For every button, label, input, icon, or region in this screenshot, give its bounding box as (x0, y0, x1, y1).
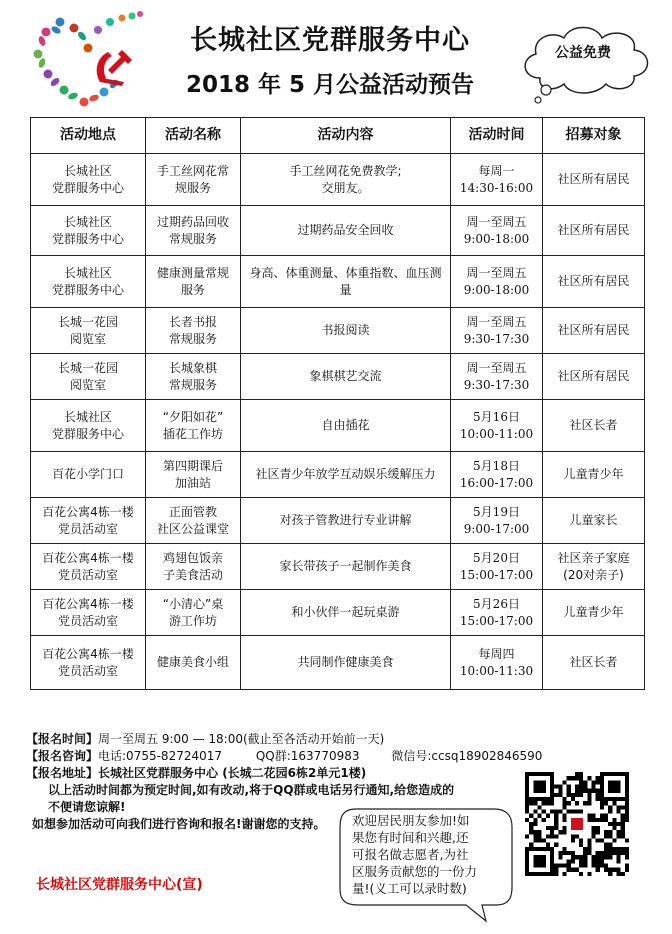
cell-line: 儿童青少年 (563, 467, 624, 481)
cell-time (451, 256, 543, 308)
cell-content (241, 354, 451, 400)
cell-line: 插花工作坊 (162, 426, 223, 441)
cell-line: 对孩子管教进行专业讲解 (279, 513, 412, 527)
cell-content (241, 308, 451, 354)
note-line-2: 不便请您谅解! (48, 800, 126, 814)
cell-location (31, 154, 146, 206)
cell-target (543, 544, 645, 590)
qq-number: 163770983 (290, 749, 360, 763)
cell-line: 社区所有居民 (557, 223, 630, 237)
cell-line: 长城社区 (63, 409, 112, 424)
cell-line: 正面管教 (168, 504, 217, 519)
reg-address: 【报名地址】长城社区党群服务中心 (长城二花园6栋2单元1楼) (26, 766, 367, 780)
cell-line: 16:00-17:00 (459, 475, 534, 490)
cell-line: 共同制作健康美食 (297, 655, 394, 669)
cell-content (241, 206, 451, 256)
cell-target (543, 154, 645, 206)
cell-name (146, 400, 241, 452)
cell-line: 自由插花 (321, 418, 370, 432)
cell-line: 党群服务中心 (51, 180, 124, 195)
cell-line: 交朋友。 (321, 180, 370, 195)
cell-line: 加油站 (174, 475, 211, 490)
cell-target (543, 590, 645, 636)
cell-line: 社区长者 (569, 655, 618, 669)
cell-name (146, 544, 241, 590)
table-header-row (31, 118, 645, 154)
cell-name (146, 590, 241, 636)
cell-line: 社区青少年放学互动娱乐缓解压力 (255, 467, 436, 481)
cell-name (146, 354, 241, 400)
cell-line: 百花公寓4栋一楼 (42, 550, 134, 565)
cloud-badge (510, 18, 660, 108)
cell-line: 社区所有居民 (557, 172, 630, 186)
cell-location (31, 498, 146, 544)
cell-line: 长城一花园 (57, 360, 118, 375)
cell-content (241, 400, 451, 452)
table-row (31, 400, 645, 452)
cell-line: 常规服务 (168, 377, 217, 392)
cell-name (146, 256, 241, 308)
table-row (31, 206, 645, 256)
table-row (31, 256, 645, 308)
cell-name (146, 206, 241, 256)
col-header-name: 活动名称 (146, 118, 241, 154)
cell-line: 党群服务中心 (51, 231, 124, 246)
cell-target (543, 498, 645, 544)
cell-target (543, 354, 645, 400)
party-emblem-icon (97, 50, 132, 86)
cell-line: 社区所有居民 (557, 369, 630, 383)
qr-code-icon[interactable] (525, 772, 629, 876)
cell-content (241, 452, 451, 498)
cell-line: 5月18日 (473, 458, 520, 473)
cell-line: 15:00-17:00 (459, 613, 534, 628)
cell-line: 党员活动室 (57, 521, 118, 536)
cell-line: 第四期课后 (162, 458, 223, 473)
cell-line: 9:00-17:00 (463, 521, 530, 536)
cell-time (451, 154, 543, 206)
cell-line: 身高、体重测量、体重指数、血压测 (249, 265, 442, 280)
cell-name (146, 154, 241, 206)
cell-line: 百花小学门口 (51, 467, 124, 481)
cell-line: 游工作坊 (168, 613, 217, 628)
cell-line: 周一至周五 (466, 360, 527, 375)
table-row (31, 154, 645, 206)
cell-line: 子美食活动 (162, 567, 223, 582)
cell-name (146, 498, 241, 544)
cell-line: 长城一花园 (57, 314, 118, 329)
message-line: 区服务贡献您的一份力 (352, 864, 478, 879)
cell-time (451, 400, 543, 452)
cell-line: 5月20日 (473, 550, 520, 565)
cell-line: 儿童家长 (569, 513, 618, 527)
cell-location (31, 354, 146, 400)
table-row (31, 544, 645, 590)
cell-line: 手工丝网花免费教学; (289, 163, 402, 178)
cell-time (451, 354, 543, 400)
col-header-content: 活动内容 (241, 118, 451, 154)
cell-line: 9:00-18:00 (463, 231, 530, 246)
activity-table (30, 117, 645, 690)
cell-location (31, 206, 146, 256)
cell-target (543, 452, 645, 498)
cell-line: 14:30-16:00 (459, 180, 534, 195)
cell-time (451, 308, 543, 354)
cell-line: 规服务 (174, 180, 211, 195)
cell-line: 百花公寓4栋一楼 (42, 504, 134, 519)
message-line: 果您有时间和兴趣,还 (352, 830, 469, 845)
cell-line: “小清心”桌 (162, 596, 224, 611)
cell-line: 周一至周五 (466, 265, 527, 280)
cell-line: 10:00-11:00 (459, 426, 534, 441)
table-row (31, 354, 645, 400)
col-header-time: 活动时间 (451, 118, 543, 154)
cell-line: 周一至周五 (466, 214, 527, 229)
cell-line: 社区所有居民 (557, 274, 630, 288)
cell-content (241, 590, 451, 636)
page-title: 长城社区党群服务中心 (190, 25, 470, 56)
table-row (31, 590, 645, 636)
cell-time (451, 206, 543, 256)
page-subtitle: 2018 年 5 月公益活动预告 (185, 72, 475, 98)
cell-line: 常规服务 (168, 231, 217, 246)
cell-line: 服务 (180, 282, 205, 297)
cell-line: 党员活动室 (57, 567, 118, 582)
cell-line: 党群服务中心 (51, 282, 124, 297)
cell-line: 5月19日 (473, 504, 520, 519)
cell-line: 过期药品安全回收 (297, 223, 394, 237)
cell-line: 每周四 (478, 646, 515, 661)
table-row (31, 498, 645, 544)
message-line: 量!(义工可以录时数) (352, 881, 467, 896)
cell-line: 社区长者 (569, 418, 618, 432)
cell-location (31, 256, 146, 308)
reg-consult: 【报名咨询】电话:0755-82724017 QQ群:163770983 微信号:ccsq18902846590 (26, 749, 543, 763)
cell-name (146, 308, 241, 354)
cell-line: 党群服务中心 (51, 426, 124, 441)
cell-line: 量 (339, 282, 352, 297)
cell-line: 党员活动室 (57, 613, 118, 628)
reg-time: 【报名时间】周一至周五 9:00 — 18:00(截止至各活动开始前一天) (26, 732, 385, 746)
cell-line: 长城社区 (63, 214, 112, 229)
table-row (31, 452, 645, 498)
cell-time (451, 636, 543, 690)
cell-location (31, 400, 146, 452)
note-line-1: 以上活动时间都为预定时间,如有改动,将于QQ群或电话另行通知,给您造成的 (48, 783, 455, 797)
cell-content (241, 636, 451, 690)
col-header-location: 活动地点 (31, 118, 146, 154)
cell-content (241, 256, 451, 308)
cell-line: 9:30-17:30 (463, 331, 530, 346)
cell-line: 长者书报 (168, 314, 217, 329)
footer-signature: 长城社区党群服务中心(宣) (36, 877, 203, 893)
cell-line: 5月16日 (473, 409, 520, 424)
message-line: 可报名做志愿者,为社 (352, 847, 469, 862)
cell-time (451, 452, 543, 498)
cell-line: 健康测量常规 (156, 265, 229, 280)
volunteer-message (352, 812, 502, 897)
cell-line: 健康美食小组 (156, 655, 229, 669)
cell-target (543, 636, 645, 690)
cell-time (451, 544, 543, 590)
cell-line: 常规服务 (168, 331, 217, 346)
cell-line: 长城社区 (63, 163, 112, 178)
free-badge-label: 公益免费 (555, 45, 611, 61)
cell-line: (20对亲子) (563, 567, 624, 582)
cell-line: 家长带孩子一起制作美食 (279, 559, 412, 573)
cell-line: 百花公寓4栋一楼 (42, 646, 134, 661)
logo (28, 8, 146, 116)
wechat-id: ccsq18902846590 (431, 749, 543, 763)
cell-line: “夕阳如花” (162, 409, 224, 424)
cell-location (31, 590, 146, 636)
note-line-3: 如想参加活动可向我们进行咨询和报名!谢谢您的支持。 (32, 817, 326, 831)
cell-content (241, 544, 451, 590)
cell-line: 社区亲子家庭 (557, 550, 630, 565)
cell-content (241, 498, 451, 544)
cell-line: 9:30-17:30 (463, 377, 530, 392)
cell-line: 9:00-18:00 (463, 282, 530, 297)
cell-time (451, 590, 543, 636)
cell-location (31, 452, 146, 498)
cell-target (543, 308, 645, 354)
table-row (31, 308, 645, 354)
phone: 电话:0755-82724017 (98, 749, 223, 763)
message-line: 欢迎居民朋友参加!如 (352, 813, 470, 828)
cell-line: 过期药品回收 (156, 214, 229, 229)
cell-line: 5月26日 (473, 596, 520, 611)
cell-line: 10:00-11:30 (459, 663, 534, 678)
cell-line: 长城象棋 (168, 360, 217, 375)
cell-line: 象棋棋艺交流 (309, 369, 382, 383)
cell-line: 阅览室 (69, 331, 106, 346)
col-header-target: 招募对象 (543, 118, 645, 154)
cell-location (31, 308, 146, 354)
cell-target (543, 206, 645, 256)
cell-line: 长城社区 (63, 265, 112, 280)
cell-line: 和小伙伴一起玩桌游 (291, 605, 400, 619)
cell-line: 书报阅读 (321, 323, 370, 337)
cell-target (543, 256, 645, 308)
cell-line: 儿童青少年 (563, 605, 624, 619)
cell-line: 社区所有居民 (557, 323, 630, 337)
cell-name (146, 636, 241, 690)
cell-line: 阅览室 (69, 377, 106, 392)
cell-line: 百花公寓4栋一楼 (42, 596, 134, 611)
cell-line: 党员活动室 (57, 663, 118, 678)
cell-location (31, 636, 146, 690)
cell-name (146, 452, 241, 498)
cell-content (241, 154, 451, 206)
table-row (31, 636, 645, 690)
cell-time (451, 498, 543, 544)
cell-line: 社区公益课堂 (156, 521, 229, 536)
cell-location (31, 544, 146, 590)
cell-line: 手工丝网花常 (156, 163, 229, 178)
cell-line: 鸡翅包饭亲 (162, 550, 223, 565)
cell-line: 周一至周五 (466, 314, 527, 329)
cell-line: 15:00-17:00 (459, 567, 534, 582)
cell-line: 每周一 (478, 163, 515, 178)
cell-target (543, 400, 645, 452)
